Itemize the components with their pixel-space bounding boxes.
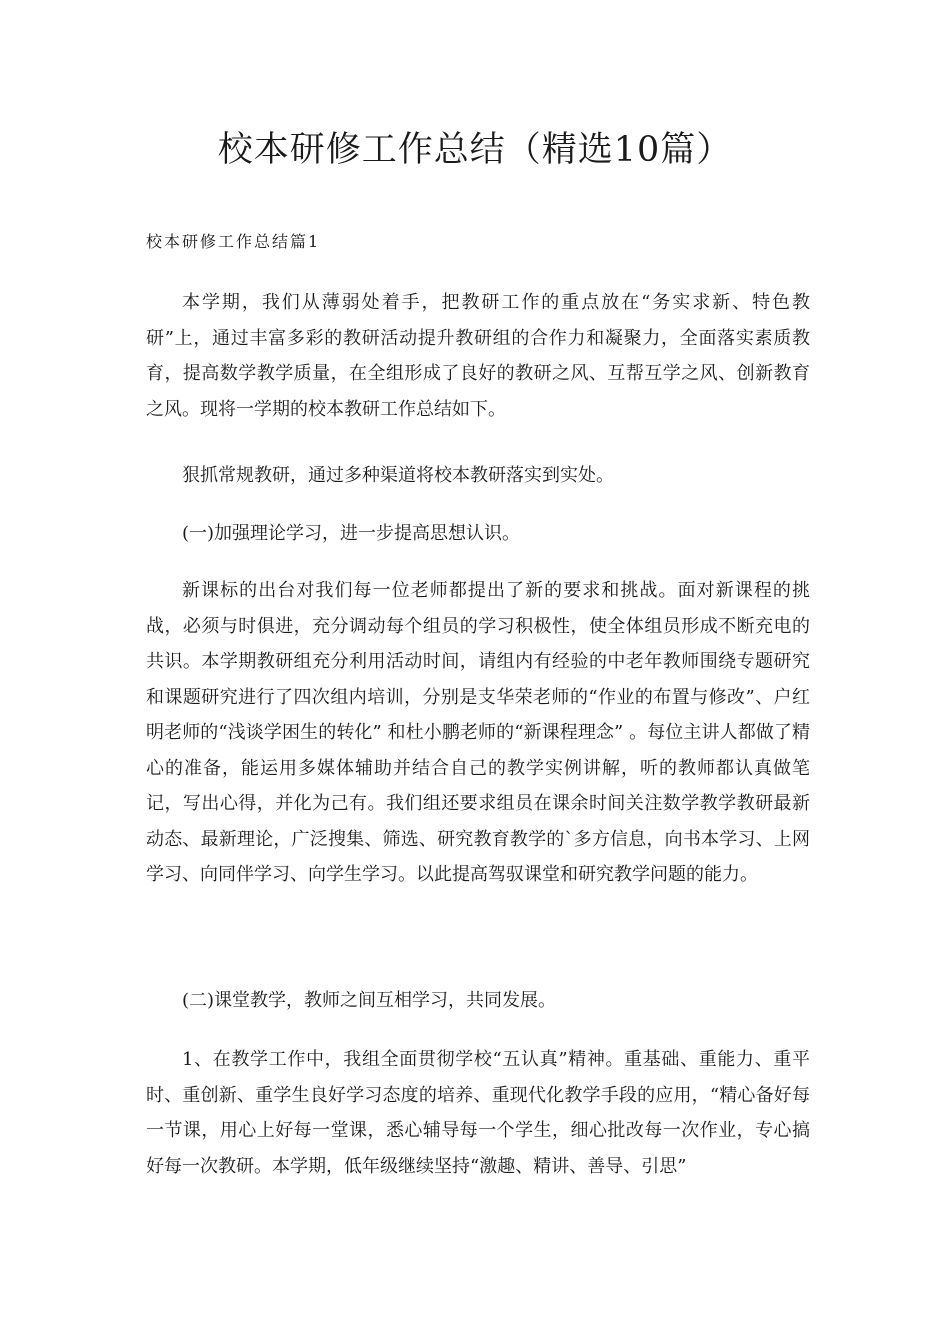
paragraph-subheading-theory: (一)加强理论学习，进一步提高思想认识。	[182, 523, 521, 544]
document-title: 校本研修工作总结（精选10篇）	[217, 130, 733, 170]
section-heading: 校本研修工作总结篇1	[146, 232, 321, 251]
paragraph-subheading-classroom: (二)课堂教学，教师之间互相学习，共同发展。	[182, 990, 557, 1011]
paragraph-teaching-work: 1、在教学工作中，我组全面贯彻学校“五认真”精神。重基础、重能力、重平时、重创新、重学生良好学习态度的培养、重现代化教学手段的应用，“精心备好每一节课，用心上好每一堂课，悉心辅导每一个学生，细心批改每一次作业，专心搞好每一次教研。本学期，低年级继续坚持“激趣、精讲、善导、引思”	[146, 1049, 810, 1177]
paragraph-theory-study: 新课标的出台对我们每一位老师都提出了新的要求和挑战。面对新课程的挑战，必须与时俱进，充分调动每个组员的学习积极性，使全体组员形成不断充电的共识。本学期教研组充分利用活动时间，请组内有经验的中老年教师围绕专题研究和课题研究进行了四次组内培训，分别是支华荣老师的“作业的布置与修改”、户红明老师的“浅谈学困生的转化” 和杜小鹏老师的“新课程理念” 。每位主讲人都做了精心的准备，能运用多媒体辅助并结合自己的教学实例讲解，听的教师都认真做笔记，写出心得，并化为己有。我们组还要求组员在课余时间关注数学教学教研最新动态、最新理论，广泛搜集、筛选、研究教育教学的`多方信息，向书本学习、上网学习、向同伴学习、向学生学习。以此提高驾驭课堂和研究教学问题的能力。	[146, 580, 810, 885]
paragraph-routine-research: 狠抓常规教研，通过多种渠道将校本教研落实到实处。	[182, 465, 614, 486]
paragraph-intro: 本学期，我们从薄弱处着手，把教研工作的重点放在“务实求新、特色教研”上，通过丰富多彩的教研活动提升教研组的合作力和凝聚力，全面落实素质教育，提高数学教学质量，在全组形成了良好的教研之风、互帮互学之风、创新教育之风。现将一学期的校本教研工作总结如下。	[146, 292, 810, 420]
